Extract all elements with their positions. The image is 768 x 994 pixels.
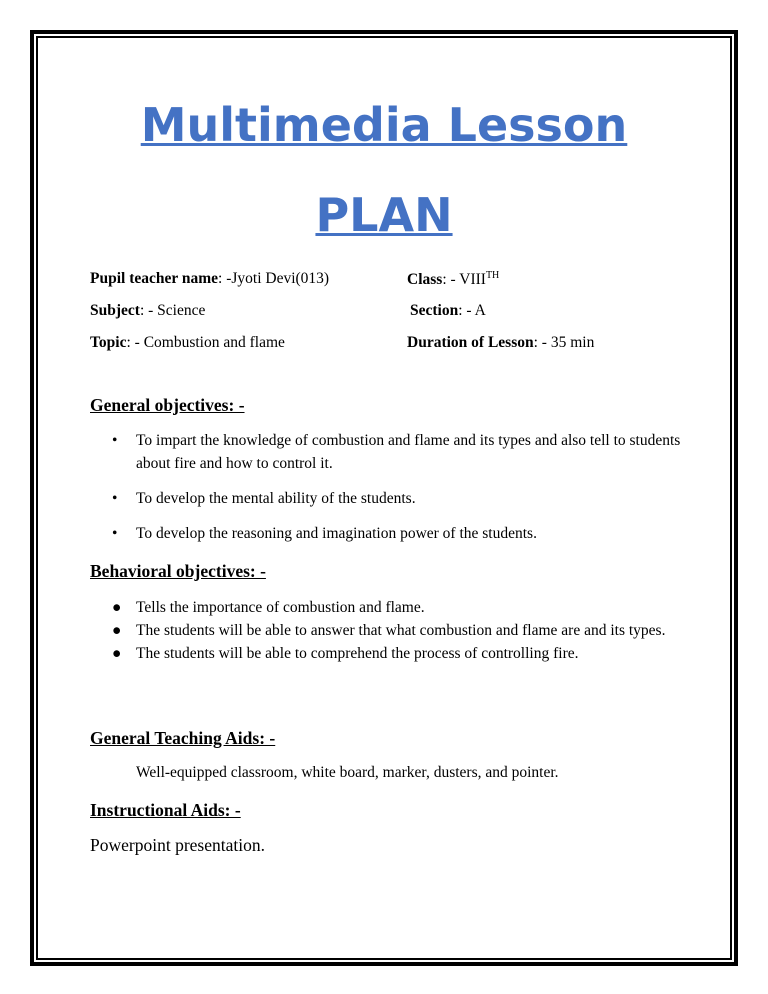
instructional-aids-heading: Instructional Aids: - <box>90 800 241 820</box>
value: : -Jyoti Devi(013) <box>218 270 330 287</box>
value: : - VIII <box>442 271 486 289</box>
item-text: To develop the mental ability of the students. <box>136 490 416 507</box>
value: : - 35 min <box>533 334 595 351</box>
item-text: Tells the importance of combustion and flame. <box>136 599 425 616</box>
duration <box>407 334 594 352</box>
bullet-icon: ● <box>112 645 122 662</box>
value: : - A <box>458 302 486 319</box>
bullet-icon: ● <box>112 622 122 639</box>
section <box>410 302 486 320</box>
list-item <box>112 619 692 642</box>
subject <box>90 302 205 320</box>
item-text: The students will be able to comprehend the process of controlling fire. <box>136 645 579 662</box>
general-objectives-list <box>112 429 692 545</box>
label: Duration of Lesson <box>407 334 534 351</box>
teaching-aids-text: Well-equipped classroom, white board, marker, dusters, and pointer. <box>136 764 559 781</box>
item-text: To impart the knowledge of combustion and flame and its types and also tell to students about fire and how to control it. <box>136 432 681 472</box>
label: Topic <box>90 334 127 351</box>
label: Class <box>407 271 443 289</box>
item-text: To develop the reasoning and imagination power of the students. <box>136 525 537 542</box>
bullet-icon: • <box>112 525 118 542</box>
item-text: The students will be able to answer that what combustion and flame are and its types. <box>136 622 666 639</box>
list-item <box>112 596 692 619</box>
list-item <box>112 429 692 475</box>
list-item <box>112 642 692 665</box>
list-item <box>112 522 692 545</box>
behavioral-objectives-list <box>112 596 692 665</box>
superscript: TH <box>485 270 500 281</box>
value: : - Combustion and flame <box>126 334 285 351</box>
behavioral-objectives-heading: Behavioral objectives: - <box>90 561 266 581</box>
label: Subject <box>90 302 140 319</box>
list-item <box>112 487 692 510</box>
general-objectives-heading: General objectives: - <box>90 395 245 415</box>
label: Section <box>410 302 459 319</box>
instructional-aids-text: Powerpoint presentation. <box>90 835 265 855</box>
teaching-aids-heading: General Teaching Aids: - <box>90 728 276 748</box>
bullet-icon: • <box>112 432 118 449</box>
title-line-1: Multimedia Lesson <box>140 98 628 152</box>
bullet-icon: • <box>112 490 118 507</box>
value: : - Science <box>139 302 206 319</box>
label: Pupil teacher name <box>90 270 219 287</box>
teacher-name <box>90 270 329 288</box>
class <box>407 270 499 289</box>
bullet-icon: ● <box>112 599 122 616</box>
topic <box>90 334 285 352</box>
title-line-2: PLAN <box>315 188 453 242</box>
